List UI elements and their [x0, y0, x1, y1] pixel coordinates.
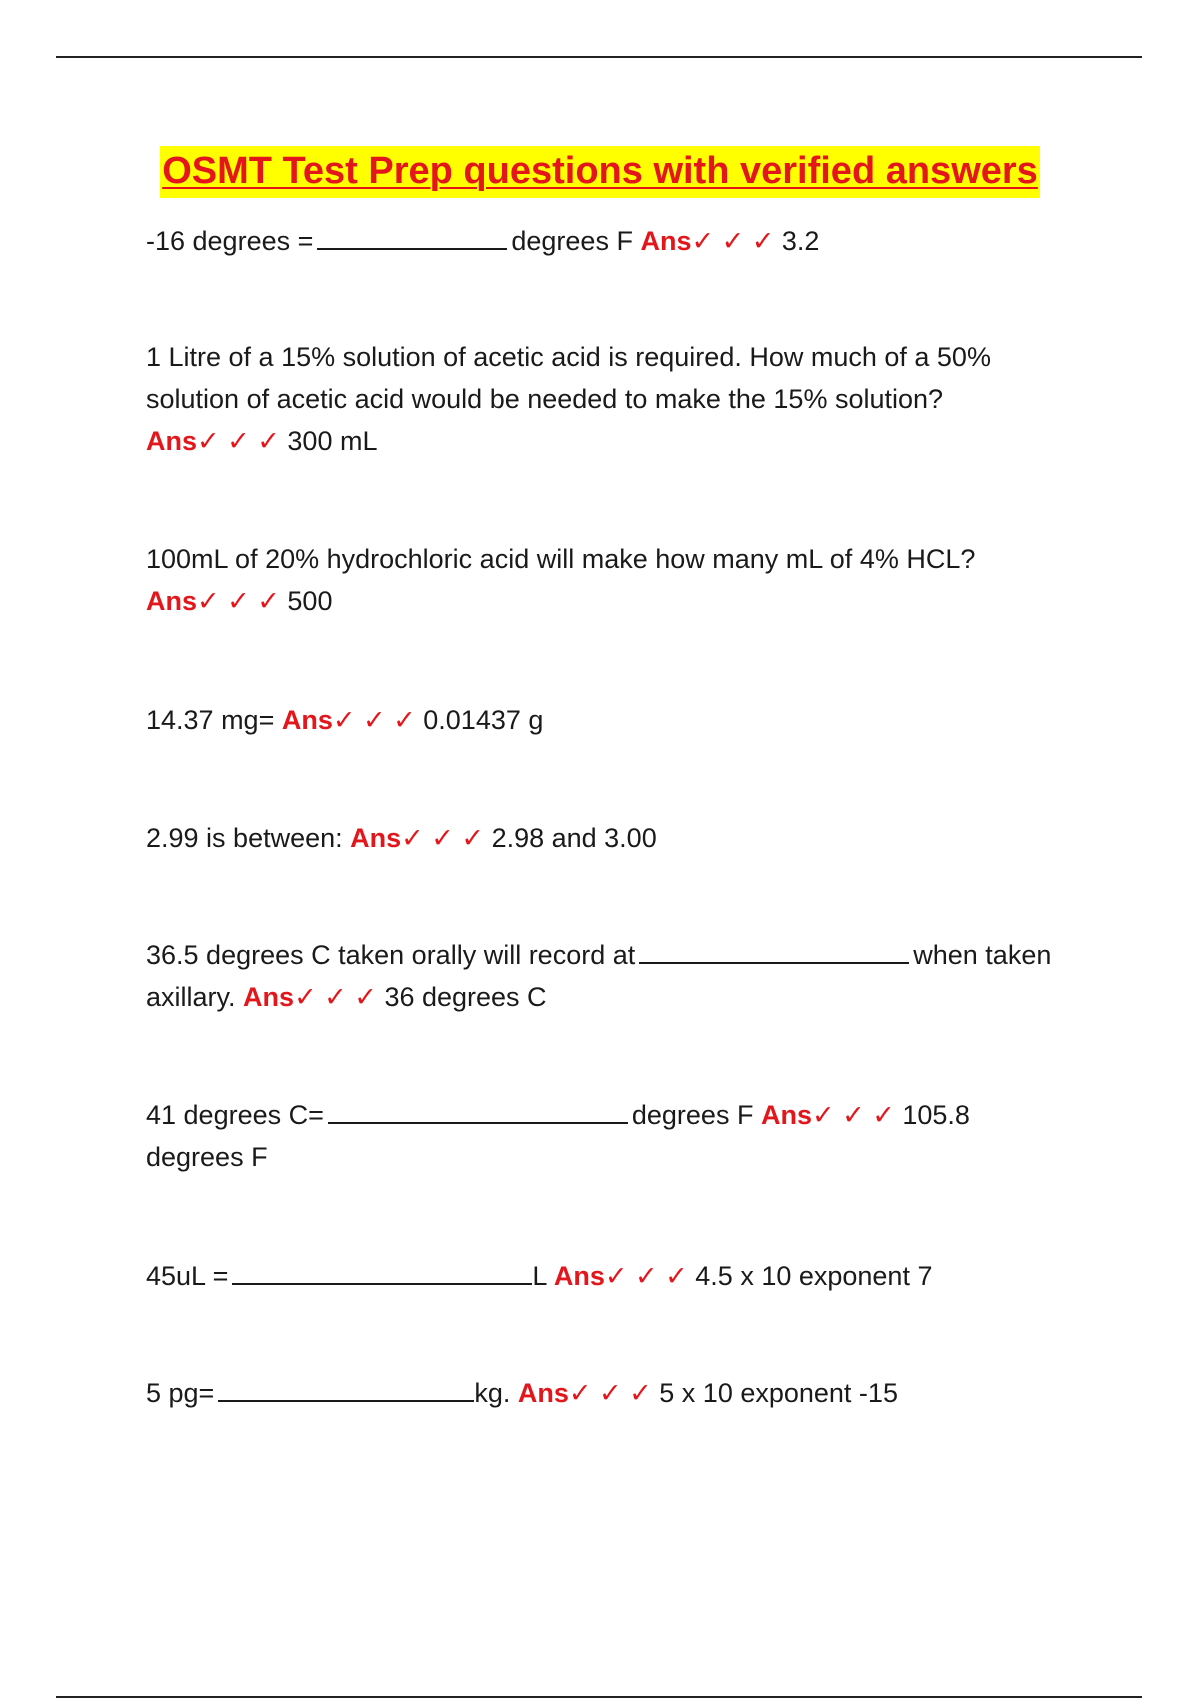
question-text-suffix: degrees F [631, 1100, 754, 1130]
checkmark-icon: ✓ ✓ ✓ [811, 1100, 895, 1130]
question-text: -16 degrees = [146, 226, 314, 256]
qa-item [146, 934, 1066, 1018]
question-text-suffix: when taken axillary. [146, 940, 1052, 1012]
ans-label: Ans [146, 426, 198, 456]
bottom-rule [56, 1696, 1142, 1698]
checkmark-icon: ✓ ✓ ✓ [332, 705, 416, 735]
question-text-suffix: L [532, 1261, 547, 1291]
question-text: 36.5 degrees C taken orally will record at [146, 940, 636, 970]
question-text: 100mL of 20% hydrochloric acid will make how many mL of 4% HCL? [146, 544, 976, 574]
title-container [0, 146, 1200, 198]
checkmark-icon: ✓ ✓ ✓ [294, 982, 377, 1012]
ans-label: Ans [553, 1261, 605, 1291]
ans-label: Ans [350, 823, 402, 853]
question-text: 1 Litre of a 15% solution of acetic acid is required. How much of a 50% solution of acetic acid would be needed to make the 15% solution? [146, 342, 991, 414]
ans-label: Ans [146, 586, 198, 616]
checkmark-icon: ✓ ✓ ✓ [691, 226, 775, 256]
answer-text: 36 degrees C [384, 982, 547, 1012]
top-rule [56, 56, 1142, 58]
answer-text: 500 [287, 586, 333, 616]
answer-blank [639, 940, 909, 964]
question-text: 41 degrees C= [146, 1100, 324, 1130]
checkmark-icon: ✓ ✓ ✓ [604, 1261, 688, 1291]
qa-item [146, 699, 1066, 741]
answer-blank [328, 1100, 628, 1124]
answer-text: 5 x 10 exponent -15 [659, 1378, 898, 1408]
qa-item [146, 1255, 1066, 1297]
ans-label: Ans [760, 1100, 812, 1130]
ans-label: Ans [281, 705, 333, 735]
checkmark-icon: ✓ ✓ ✓ [197, 426, 280, 456]
answer-text: 2.98 and 3.00 [491, 823, 657, 853]
qa-item [146, 817, 1066, 859]
question-text: 45uL = [146, 1261, 229, 1291]
answer-text: 300 mL [287, 426, 378, 456]
qa-item [146, 1094, 1066, 1178]
question-text-suffix: degrees F [511, 226, 633, 256]
qa-item [146, 220, 1066, 262]
qa-item [146, 1372, 1066, 1414]
answer-blank [317, 226, 507, 250]
answer-blank [218, 1378, 474, 1402]
checkmark-icon: ✓ ✓ ✓ [568, 1378, 652, 1408]
question-text: 2.99 is between: [146, 823, 343, 853]
answer-text: 105.8 degrees F [146, 1100, 970, 1172]
ans-label: Ans [243, 982, 295, 1012]
checkmark-icon: ✓ ✓ ✓ [197, 586, 280, 616]
answer-text: 4.5 x 10 exponent 7 [695, 1261, 933, 1291]
question-text: 5 pg= [146, 1378, 215, 1408]
question-text: 14.37 mg= [146, 705, 275, 735]
answer-text: 0.01437 g [423, 705, 544, 735]
qa-item [146, 336, 1066, 462]
qa-item [146, 538, 1066, 622]
answer-text: 3.2 [781, 226, 820, 256]
answer-blank [232, 1261, 532, 1285]
ans-label: Ans [517, 1378, 569, 1408]
ans-label: Ans [640, 226, 692, 256]
page-title: OSMT Test Prep questions with verified answers [160, 146, 1040, 198]
question-text-suffix: kg. [474, 1378, 511, 1408]
checkmark-icon: ✓ ✓ ✓ [401, 823, 485, 853]
